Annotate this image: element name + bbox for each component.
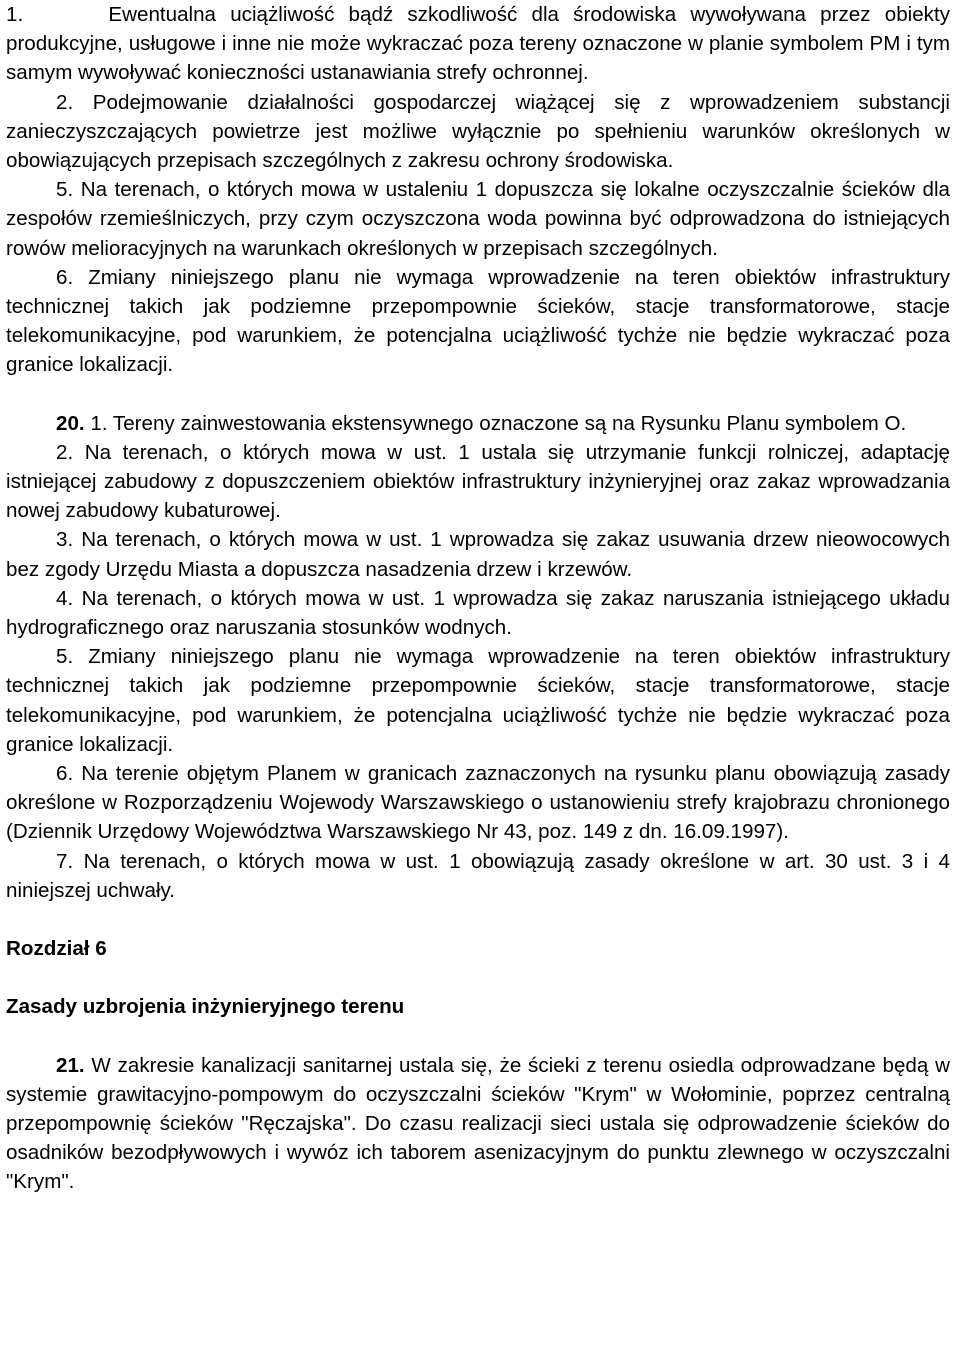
item-number: 5. (56, 178, 74, 202)
item-text: Ewentualna uciążliwość bądź szkodliwość dla środowiska wywoływana przez obiekty produkcyjne, usługowe i inne nie może wykraczać poza tereny oznaczone w planie symbolem PM i tym samym wywoływać konieczności ustanawiania strefy ochronnej. (6, 3, 950, 85)
section-label: 21. (56, 1053, 85, 1077)
item-text: W zakresie kanalizacji sanitarnej ustala się, że ścieki z terenu osiedla odprowadzane będą w systemie grawitacyjno-pompowym do oczyszczalni ścieków "Krym" w Wołominie, poprzez centralną przepompownię ścieków "Ręczajska". Do czasu realizacji sieci ustala się odprowadzenie ścieków do osadników bezodpływowych i wywóz ich taborem asenizacyjnym do punktu zlewnego w oczyszczalni "Krym". (6, 1053, 950, 1194)
paragraph-s20-6 (6, 759, 950, 847)
paragraph-s19-6 (6, 263, 950, 380)
paragraph-s19-1 (6, 0, 950, 88)
item-number: 2. (56, 90, 74, 114)
item-text: Tereny zainwestowania ekstensywnego oznaczone są na Rysunku Planu symbolem O. (112, 411, 907, 435)
item-number: 2. (56, 440, 74, 464)
item-text: Podejmowanie działalności gospodarczej wiążącej się z wprowadzeniem substancji zanieczyszczających powietrze jest możliwe wyłącznie po spełnieniu warunków określonych w obowiązujących przepisach szczególnych z zakresu ochrony środowiska. (6, 90, 950, 173)
document-page (6, 0, 950, 1197)
paragraph-s20-4 (6, 584, 950, 642)
spacer (6, 963, 950, 992)
item-number: 5. (56, 645, 74, 669)
paragraph-s19-5 (6, 175, 950, 263)
item-number: 6. (56, 762, 74, 786)
item-number: 7. (56, 849, 74, 873)
spacer (6, 1022, 950, 1051)
spacer (6, 380, 950, 409)
item-text: Na terenach, o których mowa w ustaleniu 1 dopuszcza się lokalne oczyszczalnie ścieków dla zespołów rzemieślniczych, przy czym oczyszczona woda powinna być odprowadzona do istniejących rowów melioracyjnych na warunkach określonych w przepisach szczególnych. (6, 178, 950, 260)
chapter-title: Rozdział 6 (6, 937, 107, 961)
item-number: 4. (56, 586, 74, 610)
chapter-subtitle: Zasady uzbrojenia inżynieryjnego terenu (6, 995, 405, 1019)
paragraph-s21 (6, 1051, 950, 1197)
section-label: 20. (56, 411, 85, 435)
item-text: Zmiany niniejszego planu nie wymaga wprowadzenie na teren obiektów infrastruktury technicznej takich jak podziemne przepompownie ścieków, stacje transformatorowe, stacje telekomunikacyjne, pod warunkiem, że potencjalna uciążliwość tychże nie będzie wykraczać poza granice lokalizacji. (6, 265, 950, 377)
paragraph-s20-1 (6, 409, 950, 438)
paragraph-s20-7 (6, 847, 950, 905)
spacer (6, 905, 950, 934)
paragraph-s20-2 (6, 438, 950, 526)
item-number: 6. (56, 265, 74, 289)
item-text: Na terenach, o których mowa w ust. 1 ustala się utrzymanie funkcji rolniczej, adaptację istniejącej zabudowy z dopuszczeniem obiektów infrastruktury inżynieryjnej oraz zakaz wprowadzania nowej zabudowy kubaturowej. (6, 440, 950, 523)
item-number: 3. (56, 528, 74, 552)
item-text: Zmiany niniejszego planu nie wymaga wprowadzenie na teren obiektów infrastruktury technicznej takich jak podziemne przepompownie ścieków, stacje transformatorowe, stacje telekomunikacyjne, pod warunkiem, że potencjalna uciążliwość tychże nie będzie wykraczać poza granice lokalizacji. (6, 645, 950, 756)
paragraph-s20-3 (6, 525, 950, 583)
item-number: 1. (6, 3, 24, 26)
item-text: Na terenie objętym Planem w granicach zaznaczonych na rysunku planu obowiązują zasady określone w Rozporządzeniu Wojewody Warszawskiego o ustanowieniu strefy krajobrazu chronionego (Dziennik Urzędowy Województwa Warszawskiego Nr 43, poz. 149 z dn. 16.09.1997). (6, 762, 950, 844)
item-text: Na terenach, o których mowa w ust. 1 wprowadza się zakaz usuwania drzew nieowocowych bez zgody Urzędu Miasta a dopuszcza nasadzenia drzew i krzewów. (6, 528, 950, 581)
paragraph-s20-5 (6, 642, 950, 759)
item-text: Na terenach, o których mowa w ust. 1 wprowadza się zakaz naruszania istniejącego układu hydrograficznego oraz naruszania stosunków wodnych. (6, 586, 950, 640)
paragraph-s19-2 (6, 88, 950, 176)
item-text: Na terenach, o których mowa w ust. 1 obowiązują zasady określone w art. 30 ust. 3 i 4 niniejszej uchwały. (6, 849, 950, 902)
item-number: 1. (90, 411, 108, 435)
